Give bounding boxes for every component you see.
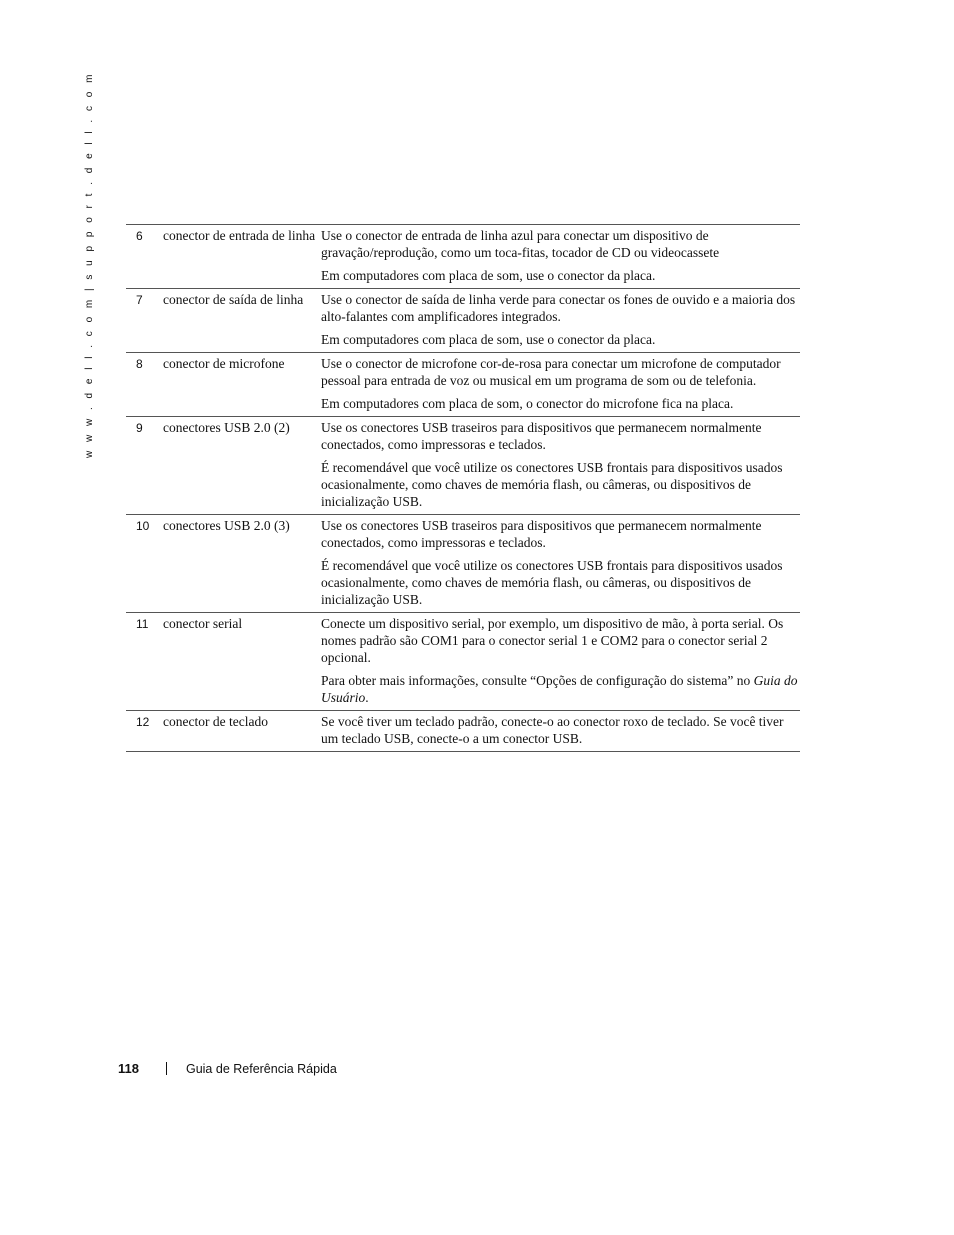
description-paragraph: Use os conectores USB traseiros para dispositivos que permanecem normalmente conectados, como impressoras e teclados. [321, 518, 762, 550]
description-paragraph: Em computadores com placa de som, use o conector da placa. [321, 268, 656, 283]
connector-description [321, 517, 800, 608]
table-row [126, 711, 800, 752]
description-paragraph: Use o conector de entrada de linha azul para conectar um dispositivo de gravação/reprodução, como um toca-fitas, tocador de CD ou videocassete [321, 228, 720, 260]
connector-name: conectores USB 2.0 (3) [163, 518, 290, 533]
row-number: 11 [136, 617, 149, 631]
connector-description [321, 615, 800, 706]
table-row [126, 353, 800, 417]
description-paragraph: Em computadores com placa de som, o conector do microfone fica na placa. [321, 396, 734, 411]
connector-name: conector serial [163, 616, 243, 631]
row-number: 8 [136, 357, 143, 371]
connector-description [321, 419, 800, 510]
table-row [126, 613, 800, 711]
page-footer [118, 1061, 337, 1076]
table-row [126, 515, 800, 613]
table-row [126, 289, 800, 353]
page-number: 118 [118, 1061, 139, 1076]
table-row [126, 225, 800, 289]
connector-description [321, 227, 800, 284]
description-paragraph: Use os conectores USB traseiros para dispositivos que permanecem normalmente conectados, como impressoras e teclados. [321, 420, 762, 452]
description-paragraph: Use o conector de saída de linha verde para conectar os fones de ouvido e a maioria dos alto-falantes com amplificadores integrados. [321, 292, 796, 324]
description-paragraph: Use o conector de microfone cor-de-rosa para conectar um microfone de computador pessoal para entrada de voz ou musical em um programa de som ou de telefonia. [321, 356, 781, 388]
document-title: Guia de Referência Rápida [185, 1061, 337, 1076]
row-number: 7 [136, 293, 143, 307]
side-url: w w w . d e l l . c o m | s u p p o r t . d e l l . c o m [84, 71, 95, 458]
description-paragraph: Para obter mais informações, consulte “Opções de configuração do sistema” no Guia do Usuário. [321, 673, 798, 705]
row-number: 12 [136, 715, 150, 729]
footer-separator [166, 1062, 167, 1075]
connector-name: conector de microfone [163, 356, 285, 371]
row-number: 10 [136, 519, 150, 533]
connector-name: conectores USB 2.0 (2) [163, 420, 290, 435]
connector-name: conector de saída de linha [163, 292, 304, 307]
row-number: 6 [136, 229, 143, 243]
user-guide-title: Guia do Usuário [321, 673, 798, 705]
connector-name: conector de entrada de linha [163, 228, 316, 243]
description-paragraph: Conecte um dispositivo serial, por exemplo, um dispositivo de mão, à porta serial. Os nomes padrão são COM1 para o conector serial 1 e COM2 para o conector serial 2 opcional. [321, 616, 784, 665]
connector-name: conector de teclado [163, 714, 268, 729]
description-paragraph: Em computadores com placa de som, use o conector da placa. [321, 332, 656, 347]
row-number: 9 [136, 421, 143, 435]
description-paragraph: É recomendável que você utilize os conectores USB frontais para dispositivos usados ocasionalmente, como chaves de memória flash, ou câmeras, ou dispositivos de inicialização USB. [321, 558, 783, 607]
table-row [126, 417, 800, 515]
connector-description [321, 355, 800, 412]
connector-table [126, 224, 800, 752]
connector-description [321, 713, 800, 747]
description-paragraph: Se você tiver um teclado padrão, conecte-o ao conector roxo de teclado. Se você tiver um teclado USB, conecte-o a um conector USB. [321, 714, 784, 746]
description-paragraph: É recomendável que você utilize os conectores USB frontais para dispositivos usados ocasionalmente, como chaves de memória flash, ou câmeras, ou dispositivos de inicialização USB. [321, 460, 783, 509]
connector-description [321, 291, 800, 348]
